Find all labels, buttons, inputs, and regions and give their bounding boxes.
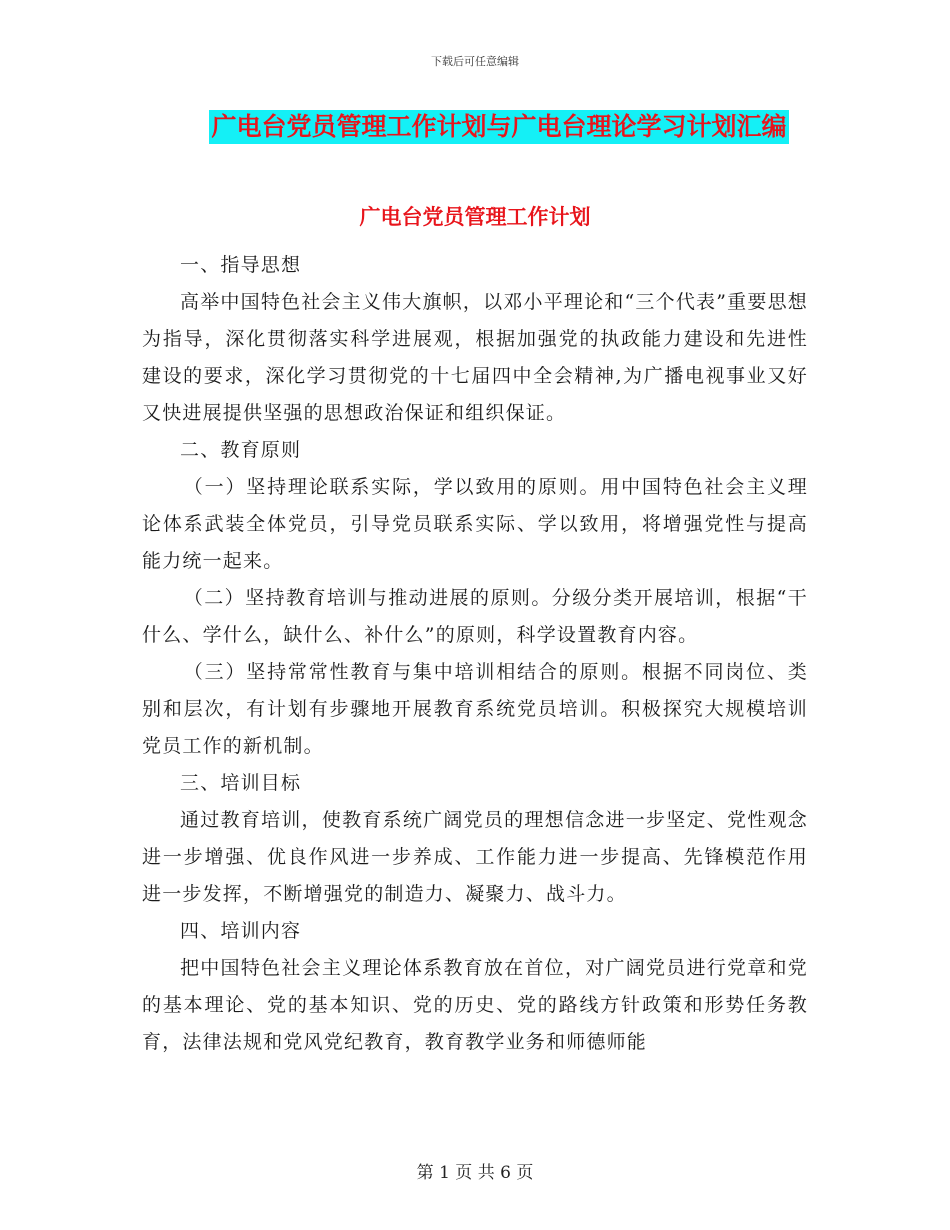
heading-guiding-thought: 一、指导思想 xyxy=(180,254,302,276)
page-number-footer: 第 1 页 共 6 页 xyxy=(416,1163,534,1183)
document-body xyxy=(142,247,808,1061)
paragraph-principle-3: （三）坚持常常性教育与集中培训相结合的原则。根据不同岗位、类别和层次，有计划有步骤地开展教育系统党员培训。积极探究大规模培训党员工作的新机制。 xyxy=(142,661,808,757)
section-title: 广电台党员管理工作计划 xyxy=(359,204,591,229)
paragraph-training-content: 把中国特色社会主义理论体系教育放在首位，对广阔党员进行党章和党的基本理论、党的基本知识、党的历史、党的路线方针政策和形势任务教育，法律法规和党风党纪教育，教育教学业务和师德师能 xyxy=(142,957,808,1053)
main-title: 广电台党员管理工作计划与广电台理论学习计划汇编 xyxy=(209,110,788,144)
paragraph-training-goals: 通过教育培训，使教育系统广阔党员的理想信念进一步坚定、党性观念进一步增强、优良作风进一步养成、工作能力进一步提高、先锋模范作用进一步发挥，不断增强党的制造力、凝聚力、战斗力。 xyxy=(142,809,808,905)
heading-training-content: 四、培训内容 xyxy=(180,920,302,942)
heading-training-goals: 三、培训目标 xyxy=(180,772,302,794)
heading-education-principles: 二、教育原则 xyxy=(180,439,302,461)
paragraph-principle-2: （二）坚持教育培训与推动进展的原则。分级分类开展培训，根据“干什么、学什么，缺什么、补什么”的原则，科学设置教育内容。 xyxy=(142,587,808,646)
paragraph-guiding-thought: 高举中国特色社会主义伟大旗帜，以邓小平理论和“三个代表”重要思想为指导，深化贯彻落实科学进展观，根据加强党的执政能力建设和先进性建设的要求，深化学习贯彻党的十七届四中全会精神,为广播电视事业又好又快进展提供坚强的思想政治保证和组织保证。 xyxy=(142,291,808,424)
header-note: 下载后可任意编辑 xyxy=(431,55,519,68)
paragraph-principle-1: （一）坚持理论联系实际，学以致用的原则。用中国特色社会主义理论体系武装全体党员，引导党员联系实际、学以致用，将增强党性与提高能力统一起来。 xyxy=(142,476,808,572)
main-title-container xyxy=(0,110,950,144)
